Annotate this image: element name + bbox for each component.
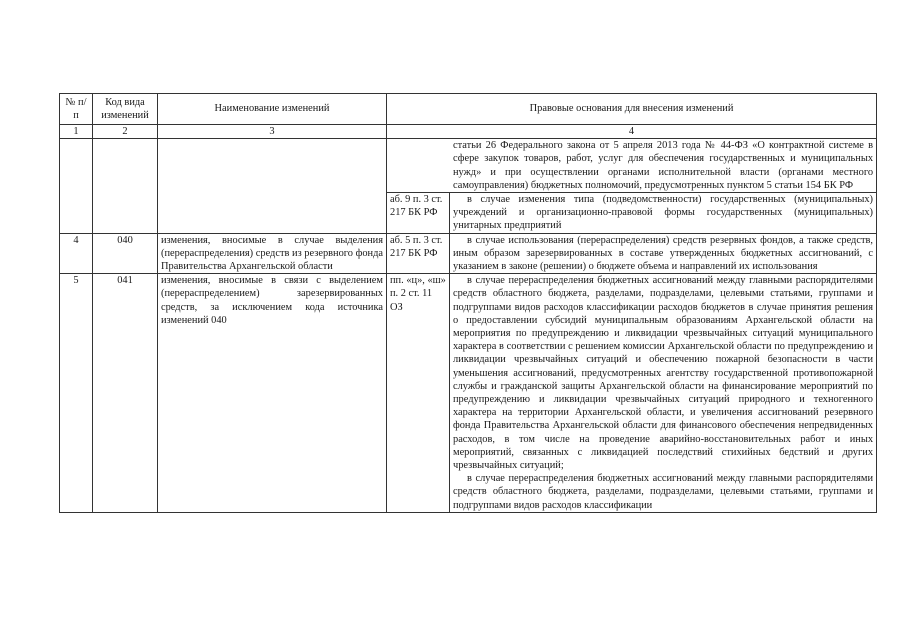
column-number: 2 <box>93 125 158 139</box>
column-number: 1 <box>60 125 93 139</box>
legal-ref-cell: аб. 9 п. 3 ст. 217 БК РФ <box>387 193 450 234</box>
column-number: 3 <box>158 125 387 139</box>
name-cell <box>158 139 387 233</box>
legal-text-cell: в случае изменения типа (подведомственности) государственных (муниципальных) учреждений и организационно-правовой формы государственных (муниципальных) унитарных предприятий <box>450 193 877 234</box>
legal-text-cell: в случае использования (перераспределения) средств резервных фондов, а также средств, иным образом зарезервированных в составе утвержденных бюджетных ассигнований, с указанием в законе (решении) о бюджете объема и направлений их использования <box>450 233 877 274</box>
code-cell: 040 <box>93 233 158 274</box>
number-cell: 5 <box>60 274 93 513</box>
column-numbers-row <box>60 125 877 139</box>
name-cell: изменения, вносимые в случае выделения (перераспределения) средств из резервного фонда Правительства Архангельской области <box>158 233 387 274</box>
legal-paragraph: в случае перераспределения бюджетных ассигнований между главными распорядителями средств областного бюджета, разделами, подразделами, целевыми статьями, группами и подгруппами видов расходов классификации <box>453 473 874 511</box>
legal-ref-cell: пп. «ц», «ш» п. 2 ст. 11 ОЗ <box>387 274 450 513</box>
name-cell: изменения, вносимые в связи с выделением (перераспределением) зарезервированных средств, за исключением кода источника изменений 040 <box>158 274 387 513</box>
number-cell: 4 <box>60 233 93 274</box>
code-cell: 041 <box>93 274 158 513</box>
number-cell <box>60 139 93 233</box>
column-number: 4 <box>387 125 877 139</box>
header-number: № п/п <box>60 94 93 125</box>
code-cell <box>93 139 158 233</box>
legal-text-cell: статьи 26 Федерального закона от 5 апреля 2013 года № 44-ФЗ «О контрактной системе в сфере закупок товаров, работ, услуг для обеспечения государственных и муниципальных нужд» и при осуществлении органами исполнительной власти (органами местного самоуправления) бюджетных полномочий, предусмотренных пунктом 5 статьи 154 БК РФ <box>387 139 877 193</box>
header-legal-basis: Правовые основания для внесения изменений <box>387 94 877 125</box>
table-row <box>60 233 877 274</box>
header-code: Код вида изменений <box>93 94 158 125</box>
legal-text-cell <box>450 274 877 513</box>
table-header-row <box>60 94 877 125</box>
legal-ref-cell: аб. 5 п. 3 ст. 217 БК РФ <box>387 233 450 274</box>
table-row <box>60 274 877 513</box>
changes-table <box>59 93 877 513</box>
legal-paragraph: в случае перераспределения бюджетных ассигнований между главными распорядителями средств областного бюджета, разделами, подразделами, целевыми статьями, группами и подгруппами видов расходов классификации расходов бюджетов в случае принятия решения о предоставлении субсидий муниципальным образованиям Архангельской области на мероприятия по предупреждению и ликвидации чрезвычайных ситуаций муниципального характера в соответствии с решением комиссии Архангельской области по предупреждению и ликвидации чрезвычайных ситуаций и обеспечению пожарной безопасности в части уменьшения ассигнований, предусмотренных агентству государственной противопожарной службы и гражданской защиты Архангельской области на финансирование мероприятий по предупреждению и ликвидации чрезвычайных ситуаций природного и техногенного характера на территории Архангельской области, и увеличения ассигнований резервного фонда Правительства Архангельской области для финансового обеспечения непредвиденных расходов, в том числе на проведение аварийно-восстановительных работ и иных мероприятий, связанных с ликвидацией последствий стихийных бедствий и других чрезвычайных ситуаций; <box>453 275 874 472</box>
header-name: Наименование изменений <box>158 94 387 125</box>
table-row <box>60 139 877 193</box>
